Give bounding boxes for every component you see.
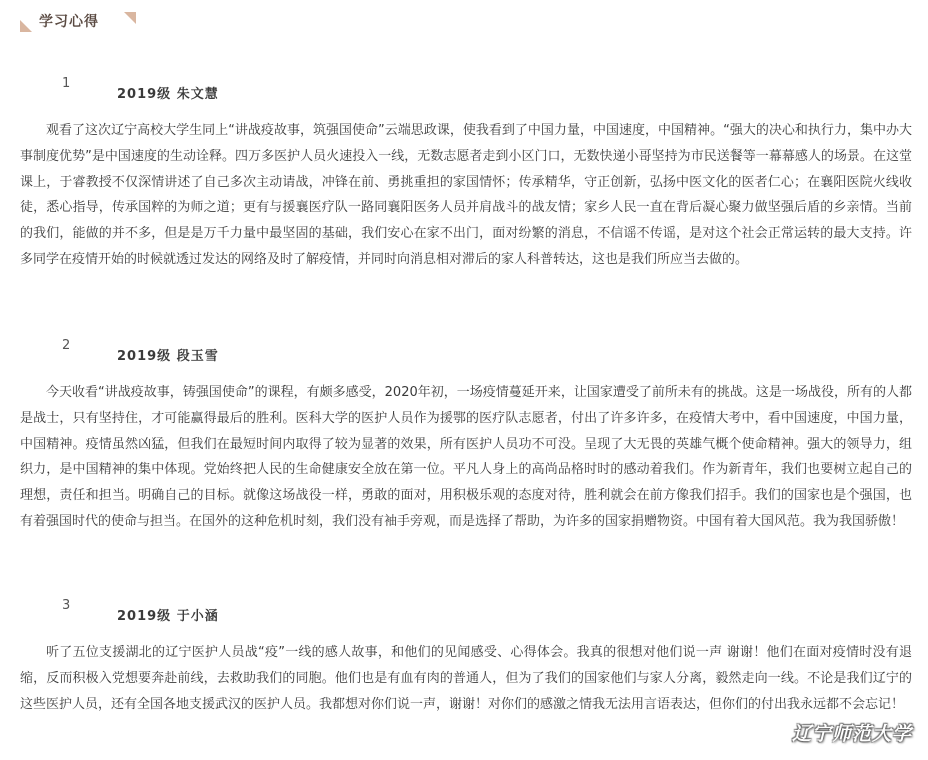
entry-number: 3: [62, 598, 71, 613]
entry-author: 2019级 朱文慧: [117, 87, 219, 102]
entry-text: 听了五位支援湖北的辽宁医护人员战“疫”一线的感人故事，和他们的见闻感受、心得体会。我真的很想对他们说一声 谢谢！他们在面对疫情时没有退缩，反而积极入党想要奔赴前线，去救助我们的同胞。他们也是有血有肉的普通人，但为了我们的国家他们与家人分离，毅然走向一线。不论是我们辽宁的这些医护人员，还有全国各地支援武汉的医护人员。我都想对你们说一声，谢谢！对你们的感激之情我无法用言语表达，但你们的付出我永远都不会忘记！: [20, 645, 912, 712]
entry-author: 2019级 于小涵: [117, 609, 219, 624]
entry-text: 观看了这次辽宁高校大学生同上“讲战疫故事，筑强国使命”云端思政课，使我看到了中国力量，中国速度，中国精神。“强大的决心和执行力，集中办大事制度优势”是中国速度的生动诠释。四万多医护人员火速投入一线，无数志愿者走到小区门口，无数快递小哥坚持为市民送餐等一幕幕感人的场景。在这堂课上，于睿教授不仅深情讲述了自己多次主动请战，冲锋在前、勇挑重担的家国情怀；传承精华，守正创新，弘扬中医文化的医者仁心；在襄阳医院火线收徒，悉心指导，传承国粹的为师之道；更有与援襄医疗队一路同襄阳医务人员并肩战斗的战友情；家乡人民一直在背后凝心聚力做坚强后盾的乡亲情。当前的我们，能做的并不多，但是是万千力量中最坚固的基础，我们安心在家不出门，面对纷繁的消息，不信谣不传谣，是对这个社会正常运转的最大支持。许多同学在疫情开始的时候就透过发达的网络及时了解疫情，并同时向消息相对滞后的家人科普转达，这也是我们所应当去做的。: [20, 123, 912, 267]
corner-decoration-right: [124, 12, 136, 24]
entry-number: 1: [62, 76, 71, 91]
entry-text: 今天收看“讲战疫故事，铸强国使命”的课程，有颇多感受，2020年初，一场疫情蔓延开来，让国家遭受了前所未有的挑战。这是一场战役，所有的人都是战士，只有坚持住，才可能赢得最后的胜利。医科大学的医护人员作为援鄂的医疗队志愿者，付出了许多许多，在疫情大考中，看中国速度，中国力量，中国精神。疫情虽然凶猛，但我们在最短时间内取得了较为显著的效果，所有医护人员功不可没。呈现了大无畏的英雄气概个使命精神。强大的领导力，组织力，是中国精神的集中体现。党始终把人民的生命健康安全放在第一位。平凡人身上的高尚品格时时的感动着我们。作为新青年，我们也要树立起自己的理想，责任和担当。明确自己的目标。就像这场战役一样，勇敢的面对，用积极乐观的态度对待，胜利就会在前方像我们招手。我们的国家也是个强国，也有着强国时代的使命与担当。在国外的这种危机时刻，我们没有袖手旁观，而是选择了帮助，为许多的国家捐赠物资。中国有着大国风范。我为我国骄傲！: [20, 385, 912, 529]
corner-decoration-left: [20, 20, 32, 32]
university-watermark: 辽宁师范大学: [791, 723, 912, 745]
entry-number: 2: [62, 338, 71, 353]
section-header: [20, 8, 140, 32]
section-title: 学习心得: [39, 14, 99, 30]
entry-author: 2019级 段玉雪: [117, 349, 219, 364]
